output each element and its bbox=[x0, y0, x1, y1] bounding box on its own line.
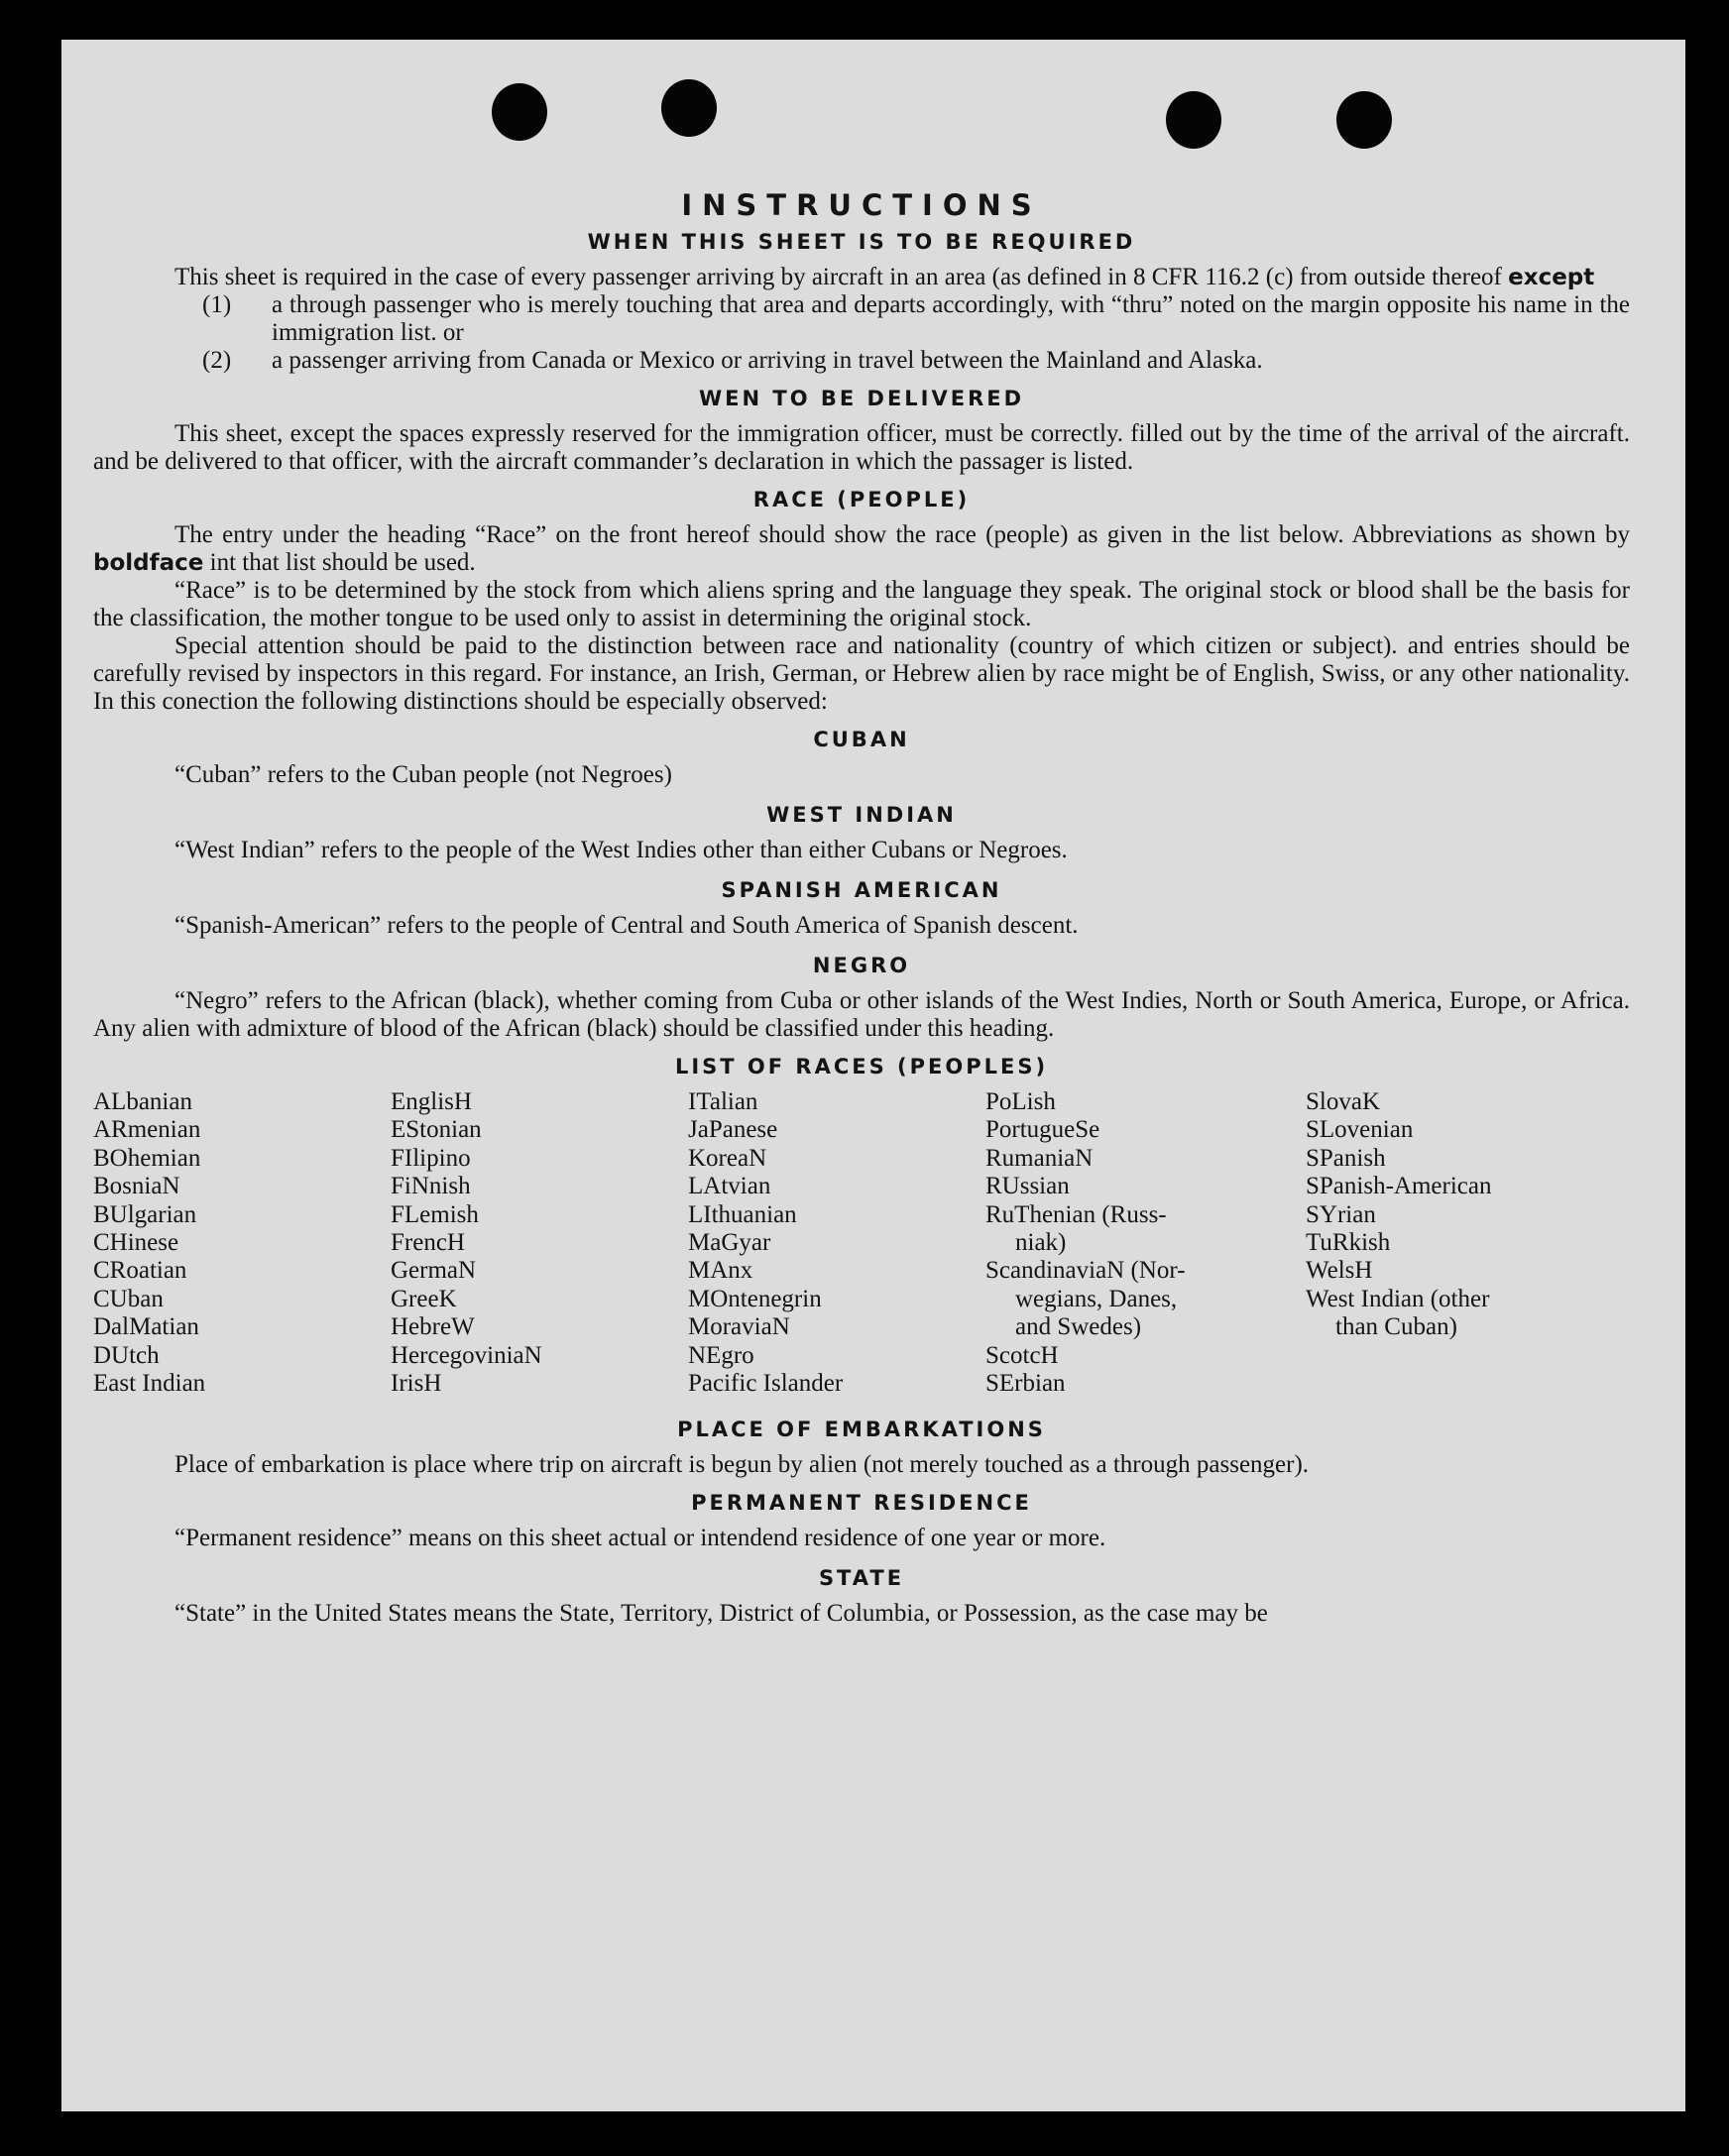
races-list bbox=[93, 1088, 1630, 1398]
race-paragraph-3: Special attention should be paid to the distinction between race and nationality (country of which citizen or subject). and entries should be carefully revised by inspectors in this regard. For instance, an Irish, German, or Hebrew alien by race might be of English, Swiss, or any other nationality. In this conection the following distinctions should be especially observed: bbox=[93, 632, 1630, 715]
race-entry: FLemish bbox=[391, 1200, 479, 1228]
required-intro: This sheet is required in the case of every passenger arriving by aircraft in an area (as defined in 8 CFR 116.2 (c) from outside thereof except bbox=[174, 264, 1595, 290]
race-entry: FiNnish bbox=[391, 1173, 471, 1200]
race-entry: LIthuanian bbox=[688, 1200, 797, 1228]
race-entry: wegians, Danes, bbox=[1015, 1285, 1178, 1312]
race-entry: than Cuban) bbox=[1335, 1313, 1457, 1341]
section-state bbox=[93, 1600, 1630, 1628]
section-heading-when-required: WHEN THIS SHEET IS TO BE REQUIRED bbox=[587, 230, 1136, 254]
west-indian-text: “West Indian” refers to the people of the West Indies other than either Cubans or Negroes. bbox=[174, 837, 1068, 863]
race-entry: IrisH bbox=[391, 1370, 442, 1398]
race-entry: SPanish-American bbox=[1306, 1173, 1492, 1200]
punch-hole bbox=[1166, 91, 1221, 149]
embarkation-text: Place of embarkation is place where trip on aircraft is begun by alien (not merely touched as a through passenger). bbox=[174, 1451, 1310, 1479]
section-heading-delivered: WEN TO BE DELIVERED bbox=[698, 387, 1025, 410]
boldface-word: boldface bbox=[93, 550, 204, 576]
race-entry: CUban bbox=[93, 1285, 164, 1312]
race-entry: ALbanian bbox=[93, 1088, 192, 1115]
section-heading-embarkation: PLACE OF EMBARKATIONS bbox=[677, 1418, 1046, 1442]
race-entry: and Swedes) bbox=[1015, 1313, 1142, 1341]
race-entry: ScotcH bbox=[985, 1341, 1059, 1369]
race-entry: MAnx bbox=[688, 1257, 753, 1285]
race-entry: PoLish bbox=[985, 1088, 1056, 1115]
race-entry: RuThenian (Russ- bbox=[985, 1200, 1167, 1228]
state-text: “State” in the United States means the State, Territory, District of Columbia, or Possession, as the case may be bbox=[174, 1600, 1268, 1628]
races-column-4 bbox=[985, 1088, 1306, 1398]
negro-text: “Negro” refers to the African (black), whether coming from Cuba or other islands of the West Indies, North or South America, Europe, or Africa. Any alien with admixture of blood of the African (black) should be classified under this heading. bbox=[93, 987, 1630, 1042]
races-column-2 bbox=[391, 1088, 688, 1398]
section-heading-negro: NEGRO bbox=[812, 954, 911, 977]
race-entry: MOntenegrin bbox=[688, 1285, 822, 1312]
except-word: except bbox=[1508, 265, 1595, 290]
race-entry: SPanish bbox=[1306, 1144, 1386, 1172]
cuban-text: “Cuban” refers to the Cuban people (not Negroes) bbox=[174, 761, 672, 788]
section-required bbox=[93, 264, 1630, 375]
race-entry: KoreaN bbox=[688, 1144, 767, 1172]
race-paragraph-1: The entry under the heading “Race” on the front hereof should show the race (people) as given in the list below. Abbreviations as shown by boldface int that list should be used. bbox=[93, 521, 1630, 576]
race-entry: BOhemian bbox=[93, 1144, 201, 1172]
section-heading-spanish-american: SPANISH AMERICAN bbox=[721, 878, 1002, 902]
race-entry: SErbian bbox=[985, 1370, 1066, 1398]
race-entry: EStonian bbox=[391, 1116, 482, 1144]
section-heading-west-indian: WEST INDIAN bbox=[766, 803, 957, 827]
race-entry: RUssian bbox=[985, 1173, 1070, 1200]
race-entry: MoraviaN bbox=[688, 1313, 790, 1341]
punch-hole bbox=[661, 79, 717, 137]
race-entry: LAtvian bbox=[688, 1173, 771, 1200]
spanish-american-text: “Spanish-American” refers to the people of Central and South America of Spanish descent. bbox=[174, 912, 1079, 939]
race-entry: ARmenian bbox=[93, 1116, 201, 1144]
section-delivered bbox=[93, 420, 1630, 476]
race-entry: GermaN bbox=[391, 1257, 477, 1285]
race-entry: PortugueSe bbox=[985, 1116, 1100, 1144]
race-entry: SYrian bbox=[1306, 1200, 1376, 1228]
race-entry: GreeK bbox=[391, 1285, 457, 1312]
document-page bbox=[61, 40, 1685, 2111]
section-heading-race: RACE (PEOPLE) bbox=[752, 488, 971, 511]
race-entry: HebreW bbox=[391, 1313, 475, 1341]
punch-hole bbox=[492, 83, 547, 141]
race-entry: BosniaN bbox=[93, 1173, 180, 1200]
residence-text: “Permanent residence” means on this sheet actual or intendend residence of one year or more. bbox=[174, 1525, 1106, 1552]
race-entry: NEgro bbox=[688, 1341, 754, 1369]
section-heading-cuban: CUBAN bbox=[813, 728, 910, 751]
race-paragraph-2: “Race” is to be determined by the stock from which aliens spring and the language they speak. The original stock or blood shall be the basis for the classification, the mother tongue to be used only to assist in determining the original stock. bbox=[93, 577, 1630, 631]
punch-hole bbox=[1336, 91, 1392, 149]
section-heading-state: STATE bbox=[818, 1566, 905, 1591]
race-entry: DalMatian bbox=[93, 1313, 199, 1341]
race-entry: Pacific Islander bbox=[688, 1370, 844, 1398]
page-title: INSTRUCTIONS bbox=[681, 188, 1042, 222]
race-entry: SLovenian bbox=[1306, 1116, 1414, 1144]
races-column-1 bbox=[93, 1088, 391, 1398]
race-entry: BUlgarian bbox=[93, 1200, 197, 1228]
race-entry: FIlipino bbox=[391, 1144, 471, 1172]
race-entry: MaGyar bbox=[688, 1229, 771, 1257]
section-negro bbox=[93, 987, 1630, 1043]
section-heading-list-of-races: LIST OF RACES (PEOPLES) bbox=[674, 1055, 1049, 1078]
section-heading-residence: PERMANENT RESIDENCE bbox=[691, 1491, 1032, 1516]
race-entry: SlovaK bbox=[1306, 1088, 1380, 1115]
race-entry: niak) bbox=[1015, 1229, 1067, 1257]
race-entry: ScandinaviaN (Nor- bbox=[985, 1257, 1186, 1285]
race-entry: CHinese bbox=[93, 1229, 179, 1257]
required-item-2: (2) a passenger arriving from Canada or Mexico or arriving in travel between the Mainland and Alaska. bbox=[202, 347, 1263, 374]
race-entry: DUtch bbox=[93, 1341, 160, 1369]
races-column-3 bbox=[688, 1088, 985, 1398]
section-embarkation bbox=[93, 1451, 1630, 1479]
delivered-text: This sheet, except the spaces expressly reserved for the immigration officer, must be correctly. filled out by the time of the arrival of the aircraft. and be delivered to that officer, with the aircraft commander’s declaration in which the passager is listed. bbox=[93, 420, 1630, 475]
race-entry: East Indian bbox=[93, 1370, 206, 1398]
race-entry: TuRkish bbox=[1306, 1229, 1391, 1257]
race-entry: WelsH bbox=[1306, 1257, 1373, 1285]
race-entry: FrencH bbox=[391, 1229, 465, 1257]
race-entry: ITalian bbox=[688, 1088, 758, 1115]
race-entry: West Indian (other bbox=[1306, 1285, 1490, 1312]
race-entry: CRoatian bbox=[93, 1257, 187, 1285]
section-race bbox=[93, 521, 1630, 716]
race-entry: HercegoviniaN bbox=[391, 1341, 542, 1369]
races-column-5 bbox=[1306, 1088, 1603, 1398]
instructions-content bbox=[93, 188, 1630, 1640]
race-entry: EnglisH bbox=[391, 1088, 472, 1115]
race-entry: RumaniaN bbox=[985, 1144, 1094, 1172]
race-entry: JaPanese bbox=[688, 1116, 778, 1144]
required-item-1: (1) a through passenger who is merely touching that area and departs accordingly, with “thru” noted on the margin opposite his name in the immigration list. or bbox=[202, 291, 1630, 346]
